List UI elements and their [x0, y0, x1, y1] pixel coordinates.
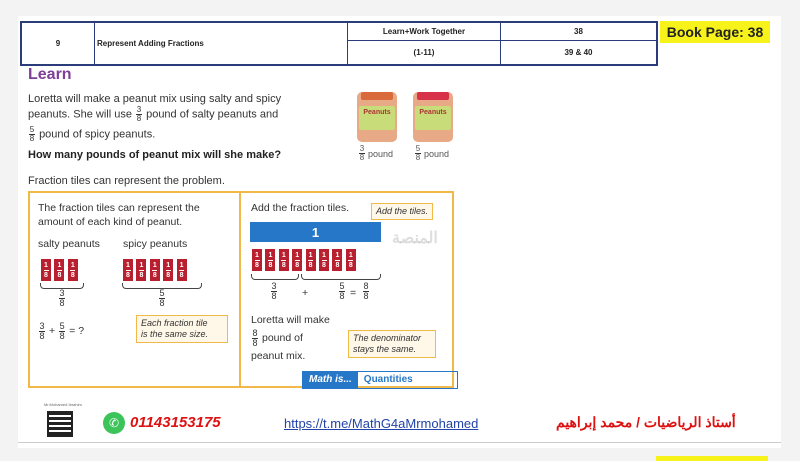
phone-number: 01143153175 [130, 414, 221, 431]
jar-label: Peanuts [415, 106, 451, 130]
left-panel-text-2: amount of each kind of peanut. [38, 216, 183, 228]
problem-line-3: $\frac{5}{8}$ pound of spicy peanuts. [29, 125, 156, 143]
problem-line-2: peanuts. She will use $\frac{3}{8}$ pound of salty peanuts and [28, 105, 279, 123]
fraction-tile: 1 8 [264, 248, 276, 272]
salty-total-fraction: $\frac{3}{8}$ [59, 288, 65, 308]
addition-equation: $\frac{3}{8}$ + $\frac{5}{8}$ = ? [39, 321, 85, 341]
salty-peanut-jar [357, 92, 397, 142]
sum-result: $\frac{8}{8}$ [363, 281, 369, 301]
fraction-tile: 1 8 [278, 248, 290, 272]
three-eighths-brace [251, 274, 299, 280]
lesson-header-table [20, 21, 658, 66]
fraction-tile: 1 8 [251, 248, 263, 272]
problem-line-1: Loretta will make a peanut mix using salty and spicy [28, 93, 282, 105]
spicy-peanut-jar [413, 92, 453, 142]
fraction-tile: 1 8 [67, 258, 79, 282]
fraction-five-eighths: $\frac{5}{8}$ [29, 125, 35, 143]
same-size-callout: Each fraction tile is the same size. [136, 315, 228, 343]
teacher-name: أستاذ الرياضيات / محمد إبراهيم [556, 414, 736, 430]
telegram-link[interactable]: https://t.me/MathG4aMrmohamed [284, 416, 479, 431]
five-eighths-brace [301, 274, 381, 280]
fraction-tile: 1 8 [53, 258, 65, 282]
math-is-banner: Math is... Quantities [302, 371, 458, 389]
whatsapp-icon[interactable]: ✆ [103, 412, 125, 434]
jar-label: Peanuts [359, 106, 395, 130]
fraction-tile: 1 8 [122, 258, 134, 282]
qr-code-icon [47, 411, 73, 437]
lesson-title: Represent Adding Fractions [97, 39, 204, 48]
fraction-tile: 1 8 [162, 258, 174, 282]
fraction-tile: 1 8 [345, 248, 357, 272]
fraction-tile: 1 8 [291, 248, 303, 272]
sum-plus-sign: + [302, 287, 309, 299]
salty-peanuts-label: salty peanuts [38, 238, 100, 250]
book-page-badge: Book Page: 38 [660, 21, 770, 43]
qr-caption: Mr.Mohamed Ibrahim [44, 402, 82, 407]
fraction-tile: 1 8 [176, 258, 188, 282]
lesson-number: 9 [55, 39, 61, 48]
fraction-tile: 1 8 [149, 258, 161, 282]
right-panel-text-1: Add the fraction tiles. [251, 202, 350, 214]
left-panel-text-1: The fraction tiles can represent the [38, 202, 200, 214]
fraction-tile: 1 8 [331, 248, 343, 272]
spicy-peanuts-label: spicy peanuts [123, 238, 188, 250]
sum-equals-sign: = [350, 287, 357, 299]
activity-page: 38 [574, 27, 583, 36]
result-text-3: peanut mix. [251, 350, 306, 362]
add-tiles-callout: Add the tiles. [371, 203, 433, 220]
highlight-strip [656, 456, 768, 461]
sum-part-a: $\frac{3}{8}$ [271, 281, 277, 301]
fraction-tile: 1 8 [40, 258, 52, 282]
footer-divider [18, 442, 781, 443]
problem-question: How many pounds of peanut mix will she make? [28, 149, 282, 161]
activity-label: Learn+Work Together [382, 27, 466, 36]
exercise-range: (1-11) [413, 48, 435, 57]
denominator-callout: The denominator stays the same. [348, 330, 436, 358]
tiles-intro-text: Fraction tiles can represent the problem. [28, 175, 225, 187]
sum-part-b: $\frac{5}{8}$ [339, 281, 345, 301]
exercise-pages: 39 & 40 [564, 48, 593, 57]
fraction-tile: 1 8 [305, 248, 317, 272]
model-divider [239, 191, 241, 388]
result-text-1: Loretta will make [251, 314, 330, 326]
fraction-tile: 1 8 [318, 248, 330, 272]
whole-bar: 1 [250, 222, 381, 242]
watermark: المنصة [392, 230, 438, 247]
result-text-2: $\frac{8}{8}$ pound of [252, 328, 303, 348]
fraction-tile: 1 8 [135, 258, 147, 282]
fraction-three-eighths: $\frac{3}{8}$ [136, 105, 142, 123]
spicy-jar-caption: $\frac{5}{8}$ pound [415, 144, 450, 162]
spicy-total-fraction: $\frac{5}{8}$ [159, 288, 165, 308]
learn-heading: Learn [28, 66, 72, 83]
salty-jar-caption: $\frac{3}{8}$ pound [359, 144, 394, 162]
